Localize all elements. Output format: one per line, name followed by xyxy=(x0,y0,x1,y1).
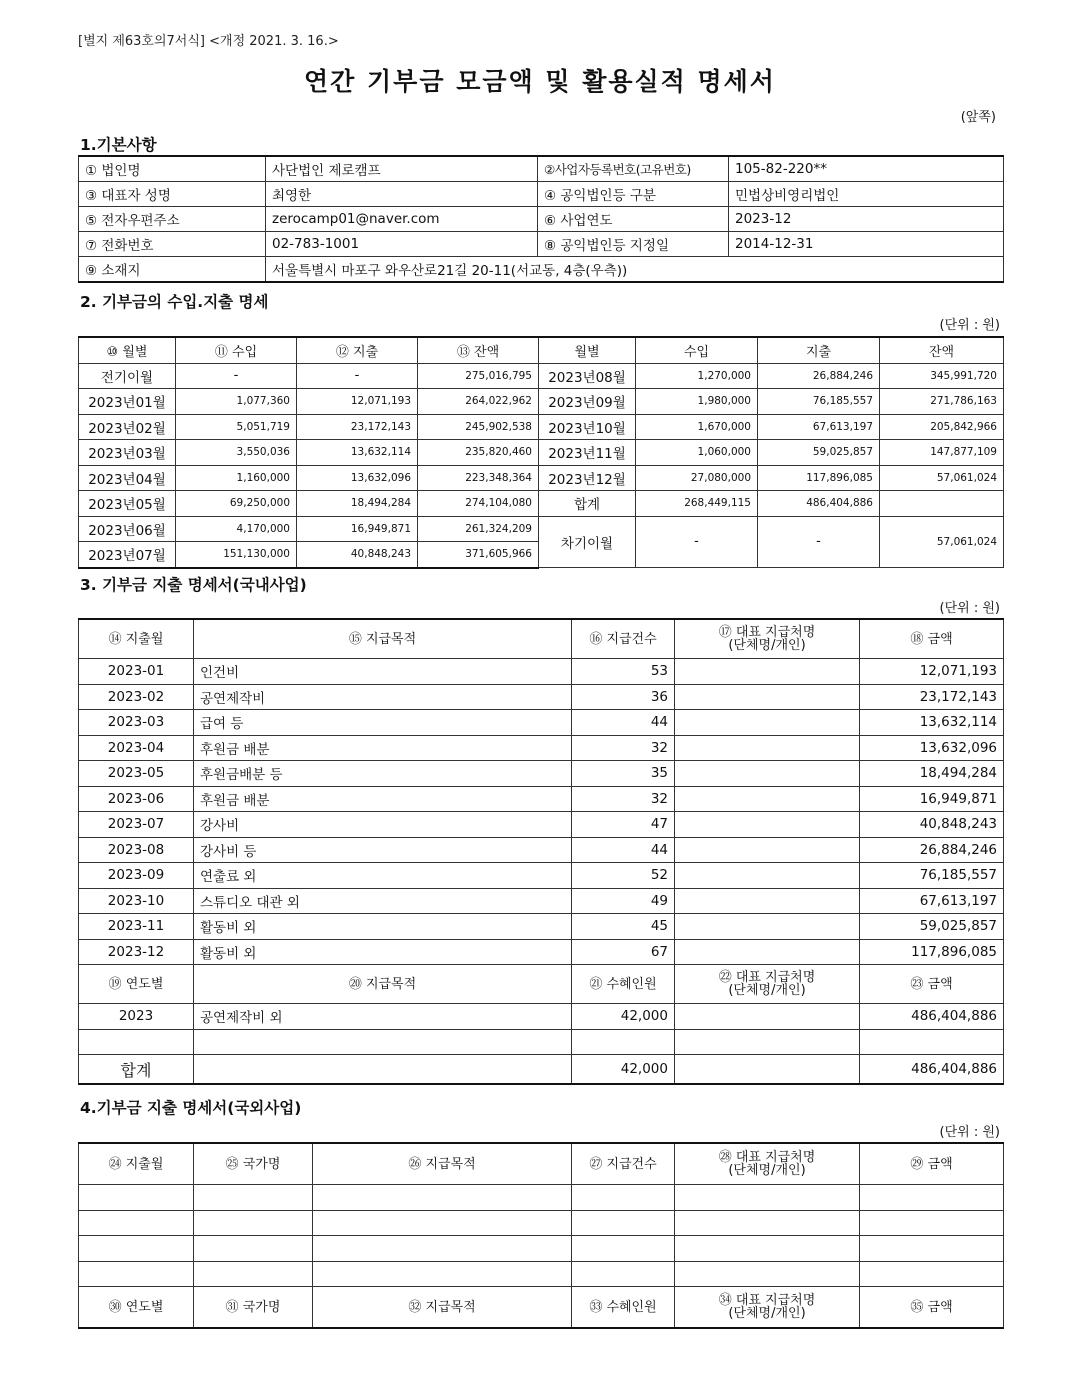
column-header: 잔액 xyxy=(880,337,1004,363)
recipient-cell xyxy=(675,684,860,710)
month-cell: 2023-12 xyxy=(79,939,194,965)
amount-cell: 16,949,871 xyxy=(860,786,1004,812)
recipient-cell xyxy=(675,710,860,736)
table-row xyxy=(79,710,1004,736)
header-line: ㉒ 대표 지급처명 xyxy=(718,970,816,985)
month-cell: 2023년09월 xyxy=(539,389,636,415)
income-total-cell: 268,449,115 xyxy=(636,491,758,517)
amount-cell: 26,884,246 xyxy=(860,837,1004,863)
income-cell: - xyxy=(176,363,297,389)
empty-cell xyxy=(860,1210,1004,1236)
column-header: ㉔ 지출월 xyxy=(79,1143,194,1185)
empty-cell xyxy=(675,1210,860,1236)
month-cell: 2023-06 xyxy=(79,786,194,812)
unit-label: (단위 : 원) xyxy=(939,601,1000,616)
month-cell: 2023-08 xyxy=(79,837,194,863)
recipient-cell xyxy=(675,1004,860,1030)
recipient-cell xyxy=(675,761,860,787)
empty-cell xyxy=(79,1210,194,1236)
table-row xyxy=(79,389,1004,415)
column-header: ⑮ 지급목적 xyxy=(194,619,572,659)
table-header-row xyxy=(79,337,1004,363)
amount-cell: 486,404,886 xyxy=(860,1004,1004,1030)
recipient-cell xyxy=(675,888,860,914)
empty-cell xyxy=(860,1261,1004,1287)
column-header: ㉚ 연도별 xyxy=(79,1287,194,1329)
count-cell: 52 xyxy=(572,863,675,889)
purpose-cell: 후원금 배분 xyxy=(194,735,572,761)
income-cell: 4,170,000 xyxy=(176,516,297,542)
purpose-cell: 공연제작비 외 xyxy=(194,1004,572,1030)
info-value: 2014-12-31 xyxy=(729,232,1004,257)
column-header: ㉛ 국가명 xyxy=(194,1287,313,1329)
unit-label: (단위 : 원) xyxy=(939,318,1000,333)
form-number: [별지 제63호의7서식] <개정 2021. 3. 16.> xyxy=(78,34,339,49)
balance-cell: 245,902,538 xyxy=(418,414,539,440)
count-cell: 32 xyxy=(572,735,675,761)
table-row xyxy=(79,414,1004,440)
expense-cell: 26,884,246 xyxy=(758,363,880,389)
recipient-cell xyxy=(675,837,860,863)
amount-cell xyxy=(860,1029,1004,1055)
section3-title: 3. 기부금 지출 명세서(국내사업) xyxy=(80,576,307,594)
expense-cell: - xyxy=(297,363,418,389)
table-row xyxy=(79,440,1004,466)
column-header: 지출 xyxy=(758,337,880,363)
purpose-cell: 강사비 등 xyxy=(194,837,572,863)
table-row xyxy=(79,516,1004,542)
purpose-cell: 활동비 외 xyxy=(194,939,572,965)
amount-cell: 67,613,197 xyxy=(860,888,1004,914)
balance-cell: 271,786,163 xyxy=(880,389,1004,415)
income-cell: 3,550,036 xyxy=(176,440,297,466)
table-row xyxy=(79,812,1004,838)
column-header: ㉖ 지급목적 xyxy=(313,1143,572,1185)
month-cell: 2023년05월 xyxy=(79,491,176,517)
income-cell: 1,270,000 xyxy=(636,363,758,389)
expense-cell: 23,172,143 xyxy=(297,414,418,440)
empty-cell xyxy=(675,1261,860,1287)
table-row xyxy=(79,735,1004,761)
empty-cell xyxy=(572,1185,675,1211)
income-cell: 1,160,000 xyxy=(176,465,297,491)
expense-total-cell: 486,404,886 xyxy=(758,491,880,517)
empty-cell xyxy=(313,1185,572,1211)
page-side-label: (앞쪽) xyxy=(960,110,996,125)
empty-cell xyxy=(313,1236,572,1262)
count-cell: 67 xyxy=(572,939,675,965)
month-cell: 2023년01월 xyxy=(79,389,176,415)
amount-cell: 23,172,143 xyxy=(860,684,1004,710)
month-cell: 2023-10 xyxy=(79,888,194,914)
column-header: ⑫ 지출 xyxy=(297,337,418,363)
income-cell: 1,670,000 xyxy=(636,414,758,440)
column-header: 월별 xyxy=(539,337,636,363)
empty-cell xyxy=(675,1236,860,1262)
income-cell: 27,080,000 xyxy=(636,465,758,491)
beneficiaries-total: 42,000 xyxy=(572,1055,675,1085)
balance-cell: 235,820,460 xyxy=(418,440,539,466)
total-row xyxy=(79,1055,1004,1085)
info-label: ⑤ 전자우편주소 xyxy=(79,207,266,232)
column-header: ⑯ 지급건수 xyxy=(572,619,675,659)
balance-cell: 371,605,966 xyxy=(418,542,539,568)
empty-cell xyxy=(675,1185,860,1211)
table-row xyxy=(79,761,1004,787)
table-row xyxy=(79,207,1004,232)
recipient-cell xyxy=(675,1029,860,1055)
header-line: (단체명/개인) xyxy=(728,983,806,998)
purpose-cell: 강사비 xyxy=(194,812,572,838)
balance-cell: 261,324,209 xyxy=(418,516,539,542)
expense-cell: 16,949,871 xyxy=(297,516,418,542)
carry-balance-cell: 57,061,024 xyxy=(880,516,1004,568)
column-header: ⑳ 지급목적 xyxy=(194,965,572,1004)
total-label-cell: 합계 xyxy=(539,491,636,517)
recipient-cell xyxy=(675,939,860,965)
column-header: ㉙ 금액 xyxy=(860,1143,1004,1185)
purpose-cell: 후원금배분 등 xyxy=(194,761,572,787)
table-row xyxy=(79,363,1004,389)
expense-cell: 13,632,096 xyxy=(297,465,418,491)
empty-cell xyxy=(194,1185,313,1211)
table-row xyxy=(79,939,1004,965)
info-label: ⑥ 사업연도 xyxy=(538,207,729,232)
column-header: ⑩ 월별 xyxy=(79,337,176,363)
table-header-row xyxy=(79,1143,1004,1185)
month-cell: 2023-03 xyxy=(79,710,194,736)
section1-title: 1.기본사항 xyxy=(80,136,157,154)
count-cell: 47 xyxy=(572,812,675,838)
recipient-cell xyxy=(675,659,860,685)
count-cell: 32 xyxy=(572,786,675,812)
header-line: (단체명/개인) xyxy=(728,1163,806,1178)
table-row xyxy=(79,837,1004,863)
income-cell: 1,980,000 xyxy=(636,389,758,415)
year-cell: 2023 xyxy=(79,1004,194,1030)
empty-cell xyxy=(313,1210,572,1236)
month-cell: 2023-09 xyxy=(79,863,194,889)
expense-cell: 76,185,557 xyxy=(758,389,880,415)
table-row xyxy=(79,684,1004,710)
table-row xyxy=(79,659,1004,685)
info-label: ⑨ 소재지 xyxy=(79,257,266,283)
purpose-cell: 연출료 외 xyxy=(194,863,572,889)
recipient-cell xyxy=(675,1055,860,1085)
balance-cell: 264,022,962 xyxy=(418,389,539,415)
month-cell: 2023-11 xyxy=(79,914,194,940)
empty-cell xyxy=(860,1185,1004,1211)
table-row xyxy=(79,156,1004,182)
month-cell: 2023년04월 xyxy=(79,465,176,491)
table-row xyxy=(79,1210,1004,1236)
header-line: ㉘ 대표 지급처명 xyxy=(718,1150,816,1165)
count-cell: 36 xyxy=(572,684,675,710)
purpose-cell: 후원금 배분 xyxy=(194,786,572,812)
month-cell: 2023년11월 xyxy=(539,440,636,466)
month-cell: 2023-05 xyxy=(79,761,194,787)
info-label: ① 법인명 xyxy=(79,156,266,182)
basic-info-table xyxy=(78,155,1004,283)
recipient-cell xyxy=(675,786,860,812)
amount-total: 486,404,886 xyxy=(860,1055,1004,1085)
header-line: ⑰ 대표 지급처명 xyxy=(718,625,816,640)
month-cell: 2023-04 xyxy=(79,735,194,761)
unit-label: (단위 : 원) xyxy=(939,1125,1000,1140)
domestic-expense-table xyxy=(78,618,1004,1085)
empty-cell xyxy=(194,1236,313,1262)
column-header: ㉓ 금액 xyxy=(860,965,1004,1004)
section2-title: 2. 기부금의 수입.지출 명세 xyxy=(80,293,269,311)
info-value: 02-783-1001 xyxy=(266,232,538,257)
empty-cell xyxy=(194,1261,313,1287)
carry-income-cell: - xyxy=(636,516,758,568)
empty-cell xyxy=(79,1236,194,1262)
column-header: ㉗ 지급건수 xyxy=(572,1143,675,1185)
info-value: 2023-12 xyxy=(729,207,1004,232)
balance-cell xyxy=(880,491,1004,517)
income-cell: 1,077,360 xyxy=(176,389,297,415)
expense-cell: 117,896,085 xyxy=(758,465,880,491)
empty-cell xyxy=(313,1261,572,1287)
amount-cell: 13,632,114 xyxy=(860,710,1004,736)
expense-cell: 18,494,284 xyxy=(297,491,418,517)
column-header: 수입 xyxy=(636,337,758,363)
month-cell: 2023년06월 xyxy=(79,516,176,542)
column-header xyxy=(675,1143,860,1185)
expense-cell: 40,848,243 xyxy=(297,542,418,568)
table-row xyxy=(79,491,1004,517)
income-cell: 151,130,000 xyxy=(176,542,297,568)
amount-cell: 76,185,557 xyxy=(860,863,1004,889)
table-row xyxy=(79,182,1004,207)
table-header-row xyxy=(79,619,1004,659)
month-cell: 2023년03월 xyxy=(79,440,176,466)
month-cell: 2023년02월 xyxy=(79,414,176,440)
info-value: 105-82-220** xyxy=(729,156,1004,182)
purpose-cell: 스튜디오 대관 외 xyxy=(194,888,572,914)
month-cell: 2023년08월 xyxy=(539,363,636,389)
balance-cell: 345,991,720 xyxy=(880,363,1004,389)
table-row xyxy=(79,1029,1004,1055)
info-label: ③ 대표자 성명 xyxy=(79,182,266,207)
amount-cell: 59,025,857 xyxy=(860,914,1004,940)
empty-cell xyxy=(860,1236,1004,1262)
month-cell: 2023년07월 xyxy=(79,542,176,568)
table-row xyxy=(79,232,1004,257)
column-header: ⑲ 연도별 xyxy=(79,965,194,1004)
year-cell xyxy=(79,1029,194,1055)
header-line: ㉞ 대표 지급처명 xyxy=(718,1293,816,1308)
table-row xyxy=(79,914,1004,940)
amount-cell: 18,494,284 xyxy=(860,761,1004,787)
empty-cell xyxy=(79,1261,194,1287)
column-header xyxy=(675,619,860,659)
column-header: ㉜ 지급목적 xyxy=(313,1287,572,1329)
month-cell: 2023-02 xyxy=(79,684,194,710)
expense-cell: 13,632,114 xyxy=(297,440,418,466)
info-value: zerocamp01@naver.com xyxy=(266,207,538,232)
table-row xyxy=(79,1185,1004,1211)
carry-expense-cell: - xyxy=(758,516,880,568)
table-header-row xyxy=(79,1287,1004,1329)
count-cell: 45 xyxy=(572,914,675,940)
balance-cell: 205,842,966 xyxy=(880,414,1004,440)
purpose-cell: 공연제작비 xyxy=(194,684,572,710)
purpose-cell xyxy=(194,1029,572,1055)
count-cell: 53 xyxy=(572,659,675,685)
purpose-cell: 인건비 xyxy=(194,659,572,685)
balance-cell: 147,877,109 xyxy=(880,440,1004,466)
beneficiaries-cell: 42,000 xyxy=(572,1004,675,1030)
expense-cell: 12,071,193 xyxy=(297,389,418,415)
info-value: 최영한 xyxy=(266,182,538,207)
table-header-row xyxy=(79,965,1004,1004)
total-label: 합계 xyxy=(79,1055,194,1085)
empty-cell xyxy=(572,1236,675,1262)
purpose-cell xyxy=(194,1055,572,1085)
header-line: (단체명/개인) xyxy=(728,1306,806,1321)
page-title: 연간 기부금 모금액 및 활용실적 명세서 xyxy=(304,67,776,96)
income-cell: 1,060,000 xyxy=(636,440,758,466)
table-row xyxy=(79,1004,1004,1030)
table-row xyxy=(79,863,1004,889)
table-row xyxy=(79,1236,1004,1262)
table-row xyxy=(79,888,1004,914)
month-cell: 2023년12월 xyxy=(539,465,636,491)
column-header: ⑱ 금액 xyxy=(860,619,1004,659)
month-cell: 2023-07 xyxy=(79,812,194,838)
column-header: ㉕ 국가명 xyxy=(194,1143,313,1185)
column-header: ⑭ 지출월 xyxy=(79,619,194,659)
count-cell: 44 xyxy=(572,710,675,736)
count-cell: 35 xyxy=(572,761,675,787)
column-header: ⑬ 잔액 xyxy=(418,337,539,363)
column-header xyxy=(675,965,860,1004)
column-header xyxy=(675,1287,860,1329)
table-row xyxy=(79,786,1004,812)
carry-forward-label: 차기이월 xyxy=(539,516,636,568)
table-row xyxy=(79,465,1004,491)
empty-cell xyxy=(572,1210,675,1236)
info-label: ②사업자등록번호(고유번호) xyxy=(538,156,729,182)
empty-cell xyxy=(194,1210,313,1236)
recipient-cell xyxy=(675,914,860,940)
info-label: ⑦ 전화번호 xyxy=(79,232,266,257)
income-cell: 69,250,000 xyxy=(176,491,297,517)
column-header: ㉟ 금액 xyxy=(860,1287,1004,1329)
expense-cell: 59,025,857 xyxy=(758,440,880,466)
count-cell: 44 xyxy=(572,837,675,863)
empty-cell xyxy=(572,1261,675,1287)
count-cell: 49 xyxy=(572,888,675,914)
address-value: 서울특별시 마포구 와우산로21길 20-11(서교동, 4층(우측)) xyxy=(266,257,1004,283)
month-cell: 전기이월 xyxy=(79,363,176,389)
month-cell: 2023년10월 xyxy=(539,414,636,440)
info-label: ⑧ 공익법인등 지정일 xyxy=(538,232,729,257)
income-cell: 5,051,719 xyxy=(176,414,297,440)
section4-title: 4.기부금 지출 명세서(국외사업) xyxy=(80,1099,302,1117)
overseas-expense-table xyxy=(78,1142,1004,1329)
amount-cell: 12,071,193 xyxy=(860,659,1004,685)
recipient-cell xyxy=(675,812,860,838)
beneficiaries-cell xyxy=(572,1029,675,1055)
income-expense-table xyxy=(78,336,1004,569)
expense-cell: 67,613,197 xyxy=(758,414,880,440)
purpose-cell: 급여 등 xyxy=(194,710,572,736)
empty-cell xyxy=(79,1185,194,1211)
recipient-cell xyxy=(675,863,860,889)
balance-cell: 275,016,795 xyxy=(418,363,539,389)
column-header: ⑪ 수입 xyxy=(176,337,297,363)
amount-cell: 117,896,085 xyxy=(860,939,1004,965)
balance-cell: 57,061,024 xyxy=(880,465,1004,491)
balance-cell: 223,348,364 xyxy=(418,465,539,491)
header-line: (단체명/개인) xyxy=(728,638,806,653)
info-value: 사단법인 제로캠프 xyxy=(266,156,538,182)
month-cell: 2023-01 xyxy=(79,659,194,685)
purpose-cell: 활동비 외 xyxy=(194,914,572,940)
table-row xyxy=(79,257,1004,283)
info-label: ④ 공익법인등 구분 xyxy=(538,182,729,207)
column-header: ㉝ 수혜인원 xyxy=(572,1287,675,1329)
column-header: ㉑ 수혜인원 xyxy=(572,965,675,1004)
amount-cell: 40,848,243 xyxy=(860,812,1004,838)
recipient-cell xyxy=(675,735,860,761)
table-row xyxy=(79,1261,1004,1287)
info-value: 민법상비영리법인 xyxy=(729,182,1004,207)
balance-cell: 274,104,080 xyxy=(418,491,539,517)
amount-cell: 13,632,096 xyxy=(860,735,1004,761)
